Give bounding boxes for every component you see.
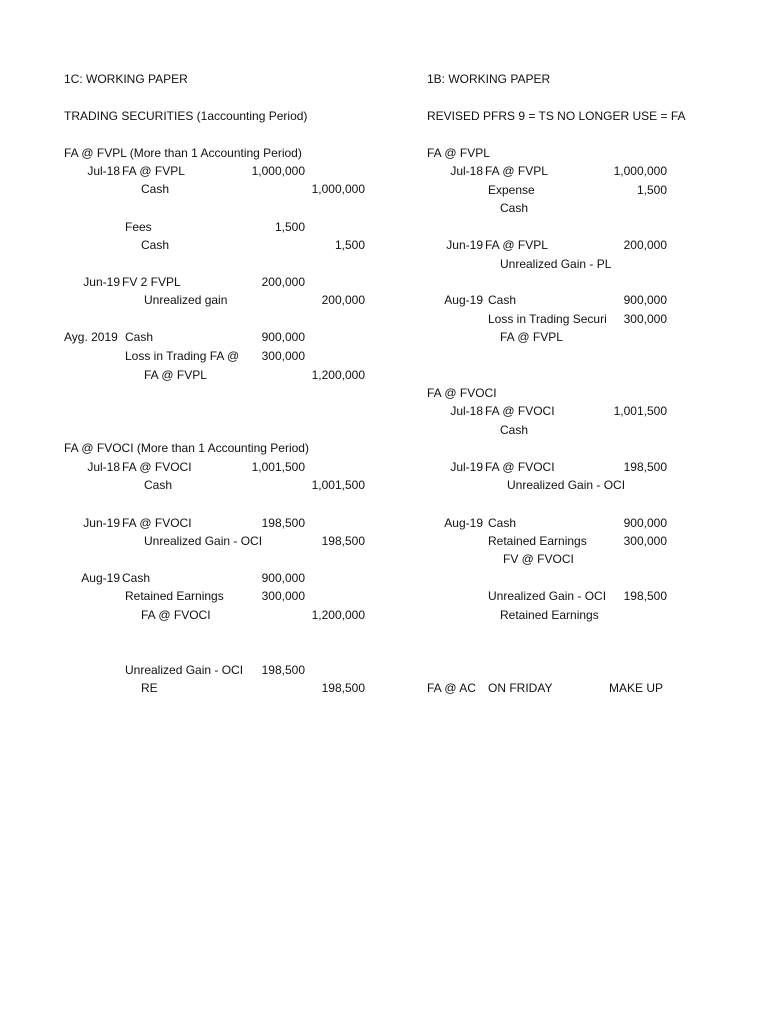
credit-amount: 1,001,500 bbox=[311, 478, 365, 492]
debit-amount: 198,500 bbox=[261, 663, 305, 677]
debit-account: Unrealized Gain - OCI bbox=[488, 589, 607, 603]
entry-date: Aug-19 bbox=[81, 571, 120, 585]
credit-account: Cash bbox=[144, 478, 173, 492]
right-fvpl-heading: FA @ FVPL bbox=[427, 146, 490, 160]
credit-amount: 1,500 bbox=[334, 238, 365, 252]
debit-amount: 1,001,500 bbox=[251, 460, 305, 474]
entry-date: Jul-18 bbox=[450, 164, 483, 178]
credit-account: FA @ FVPL bbox=[500, 330, 563, 344]
entry-date: Aug-19 bbox=[444, 516, 483, 530]
entry-date: Jul-18 bbox=[87, 164, 120, 178]
debit-amount: 198,500 bbox=[623, 460, 667, 474]
entry-date: Jun-19 bbox=[446, 238, 483, 252]
debit-account: Cash bbox=[125, 330, 154, 344]
debit-account: FA @ FVPL bbox=[485, 164, 548, 178]
debit-amount: 900,000 bbox=[261, 330, 305, 344]
debit-amount: 198,500 bbox=[261, 516, 305, 530]
debit-amount: 900,000 bbox=[623, 516, 667, 530]
credit-account: Unrealized gain bbox=[144, 293, 228, 307]
credit-account: RE bbox=[141, 681, 158, 695]
entry-date: Jul-19 bbox=[450, 460, 483, 474]
debit-amount: 900,000 bbox=[623, 293, 667, 307]
debit-account: FA @ FVOCI bbox=[122, 460, 192, 474]
credit-amount: 200,000 bbox=[321, 293, 365, 307]
credit-account: Cash bbox=[500, 423, 529, 437]
debit-amount: 1,001,500 bbox=[613, 404, 667, 418]
debit-account: FA @ FVOCI bbox=[485, 404, 555, 418]
credit-account: Cash bbox=[500, 201, 529, 215]
credit-account: FA @ FVPL bbox=[144, 368, 207, 382]
debit-account: Expense bbox=[488, 183, 535, 197]
debit-account: FA @ FVPL bbox=[122, 164, 185, 178]
credit-account: FV @ FVOCI bbox=[503, 552, 574, 566]
left-title: 1C: WORKING PAPER bbox=[64, 72, 188, 86]
left-subtitle: TRADING SECURITIES (1accounting Period) bbox=[64, 109, 308, 123]
debit-account: Loss in Trading Securi bbox=[488, 312, 607, 326]
entry-date: Jul-18 bbox=[87, 460, 120, 474]
left-fvpl-heading: FA @ FVPL (More than 1 Accounting Period) bbox=[64, 146, 302, 160]
debit-amount: 1,500 bbox=[274, 220, 305, 234]
credit-account: FA @ FVOCI bbox=[141, 608, 211, 622]
debit-account: FA @ FVOCI bbox=[122, 516, 192, 530]
debit-account: Unrealized Gain - OCI bbox=[125, 663, 244, 677]
credit-amount: 198,500 bbox=[321, 534, 365, 548]
debit-account: Retained Earnings bbox=[125, 589, 224, 603]
credit-account: Retained Earnings bbox=[500, 608, 599, 622]
right-title: 1B: WORKING PAPER bbox=[427, 72, 551, 86]
entry-date: Ayg. 2019 bbox=[64, 330, 118, 344]
debit-account: Cash bbox=[488, 516, 517, 530]
debit-amount: 1,500 bbox=[636, 183, 667, 197]
debit-amount: 200,000 bbox=[261, 275, 305, 289]
debit-amount: 1,000,000 bbox=[613, 164, 667, 178]
debit-amount: 300,000 bbox=[623, 534, 667, 548]
credit-amount: 1,200,000 bbox=[311, 368, 365, 382]
debit-amount: 1,000,000 bbox=[251, 164, 305, 178]
debit-account: FA @ FVPL bbox=[485, 238, 548, 252]
credit-amount: 1,000,000 bbox=[311, 182, 365, 196]
entry-date: Jun-19 bbox=[83, 516, 120, 530]
credit-account: Unrealized Gain - OCI bbox=[144, 534, 263, 548]
footer-make-up: MAKE UP bbox=[609, 681, 664, 695]
credit-account: Unrealized Gain - PL bbox=[500, 257, 612, 271]
debit-account: Cash bbox=[122, 571, 151, 585]
debit-account: Fees bbox=[125, 220, 152, 234]
debit-account: Cash bbox=[488, 293, 517, 307]
debit-amount: 200,000 bbox=[623, 238, 667, 252]
debit-amount: 300,000 bbox=[261, 349, 305, 363]
debit-amount: 900,000 bbox=[261, 571, 305, 585]
debit-amount: 198,500 bbox=[623, 589, 667, 603]
entry-date: Aug-19 bbox=[444, 293, 483, 307]
credit-amount: 1,200,000 bbox=[311, 608, 365, 622]
entry-date: Jun-19 bbox=[83, 275, 120, 289]
credit-account: Cash bbox=[141, 238, 170, 252]
footer-fa-ac: FA @ AC bbox=[427, 681, 476, 695]
debit-amount: 300,000 bbox=[261, 589, 305, 603]
debit-amount: 300,000 bbox=[623, 312, 667, 326]
left-fvoci-heading: FA @ FVOCI (More than 1 Accounting Period) bbox=[64, 441, 309, 455]
debit-account: Loss in Trading FA @ bbox=[125, 349, 240, 363]
credit-account: Unrealized Gain - OCI bbox=[507, 478, 626, 492]
credit-account: Cash bbox=[141, 182, 170, 196]
right-fvoci-heading: FA @ FVOCI bbox=[427, 386, 497, 400]
footer-on-friday: ON FRIDAY bbox=[488, 681, 553, 695]
right-subtitle: REVISED PFRS 9 = TS NO LONGER USE = FA bbox=[427, 109, 686, 123]
debit-account: Retained Earnings bbox=[488, 534, 587, 548]
entry-date: Jul-18 bbox=[450, 404, 483, 418]
debit-account: FV 2 FVPL bbox=[122, 275, 181, 289]
debit-account: FA @ FVOCI bbox=[485, 460, 555, 474]
credit-amount: 198,500 bbox=[321, 681, 365, 695]
